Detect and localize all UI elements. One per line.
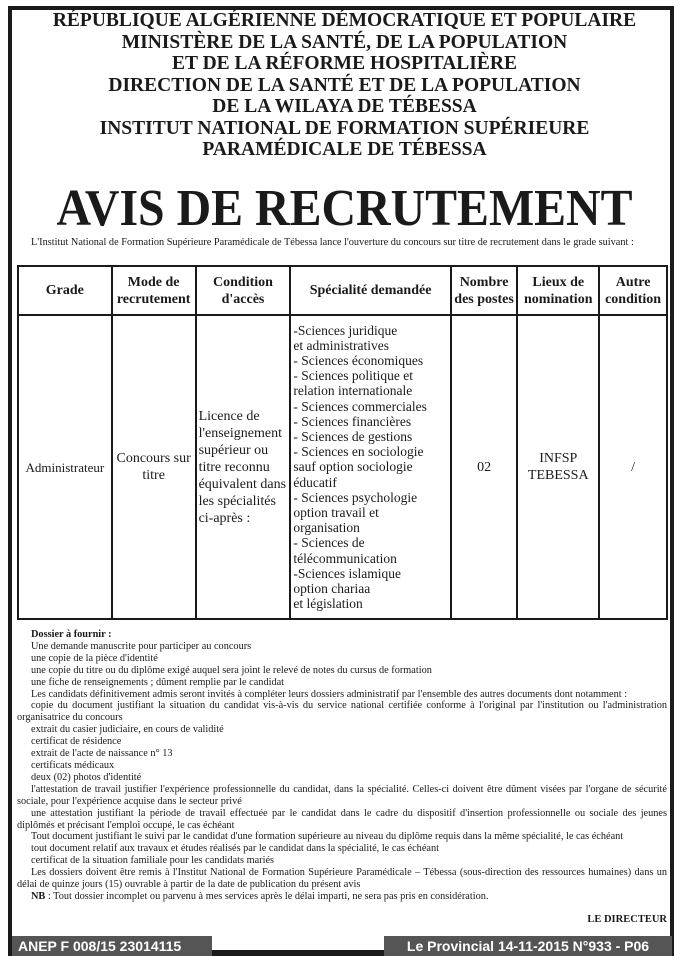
- cell-specialites: [290, 315, 450, 619]
- header-condition: Condition d'accès: [196, 266, 291, 315]
- header-line: PARAMÉDICALE DE TÉBESSA: [202, 139, 487, 160]
- cell-postes: 02: [451, 315, 518, 619]
- header-lieux: Lieux de nomination: [517, 266, 599, 315]
- specialite-line: organisation: [293, 520, 360, 536]
- specialite-line: -Sciences islamique: [293, 565, 401, 581]
- specialite-line: et législation: [293, 596, 363, 612]
- specialite-line: relation internationale: [293, 383, 413, 399]
- header-mode: Mode de recrutement: [112, 266, 196, 315]
- dossier-item: Tout document justifiant le suivi par le candidat d'une formation supérieure au niveau du diplôme requis dans la même spécialité, le cas échéant: [31, 831, 624, 843]
- dossier-item: certificats médicaux: [31, 759, 115, 771]
- dossier-item: une copie du titre ou du diplôme exigé auquel sera joint le relevé de notes du cursus de formation: [31, 664, 432, 676]
- header-line: DE LA WILAYA DE TÉBESSA: [212, 96, 477, 117]
- dossier-item: Une demande manuscrite pour participer au concours: [31, 640, 252, 652]
- footer-publication: Le Provincial 14-11-2015 N°933 - P06: [384, 936, 672, 956]
- header-line: RÉPUBLIQUE ALGÉRIENNE DÉMOCRATIQUE ET POPULAIRE: [52, 10, 637, 31]
- specialite-line: - Sciences en sociologie: [293, 444, 424, 460]
- specialite-line: -Sciences juridique: [293, 322, 398, 338]
- cell-condition: Licence de l'enseignement supérieur ou titre reconnu équivalent dans les spécialités ci-après :: [196, 315, 291, 619]
- header-line: ET DE LA RÉFORME HOSPITALIÈRE: [172, 53, 517, 74]
- specialite-line: - Sciences économiques: [293, 352, 424, 368]
- specialite-line: sauf option sociologie: [293, 459, 413, 475]
- header-autre: Autre condition: [599, 266, 667, 315]
- specialite-line: télécommunication: [293, 550, 397, 566]
- header-line: MINISTÈRE DE LA SANTÉ, DE LA POPULATION: [121, 31, 568, 53]
- header-line: INSTITUT NATIONAL DE FORMATION SUPÉRIEURE: [99, 117, 590, 139]
- dossier-item: une copie de la pièce d'identité: [31, 652, 158, 664]
- specialite-line: option travail et: [293, 505, 379, 520]
- specialite-line: - Sciences financières: [293, 413, 412, 429]
- intro-text: L'Institut National de Formation Supérieure Paramédicale de Tébessa lance l'ouverture du concours sur titre de recrutement dans le grade suivant :: [31, 237, 634, 248]
- recruitment-table: [17, 265, 668, 620]
- cell-grade: Administrateur: [18, 315, 112, 619]
- header-postes: Nombre des postes: [451, 266, 518, 315]
- header-specialite: Spécialité demandée: [290, 266, 450, 315]
- nb-label: NB: [31, 890, 46, 902]
- specialite-line: éducatif: [293, 474, 337, 490]
- dossier-item: une attestation justifiant la période de travail effectuée par le candidat dans le cadre du dispositif d'insertion professionnelle ou sociale des jeunes diplômés et précisant l'emploi occupé, le cas échéant: [17, 807, 667, 831]
- signature: LE DIRECTEUR: [587, 914, 667, 925]
- dossier-item: l'attestation de travail justifier l'expérience professionnelle du candidat, dans la spécialité. Celles-ci doivent être dûment visées par l'organe de sécurité sociale, pour l'expérience acquise dans le secteur privé: [17, 783, 667, 807]
- dossier-item: une fiche de renseignements ; dûment remplie par le candidat: [31, 676, 285, 688]
- dossier-item: Les candidats définitivement admis seront invités à compléter leurs dossiers administratif par l'ensemble des autres documents dont notamment :: [31, 688, 628, 700]
- nb-note: [17, 891, 667, 903]
- dossier-section: [17, 629, 667, 903]
- specialite-line: - Sciences psychologie: [293, 489, 418, 505]
- institution-header: [0, 10, 689, 161]
- page-title: AVIS DE RECRUTEMENT: [56, 180, 633, 237]
- specialite-line: - Sciences de: [293, 535, 365, 551]
- dossier-item: extrait de l'acte de naissance n° 13: [31, 748, 173, 760]
- table-row: [18, 315, 667, 619]
- dossier-item: certificat de résidence: [31, 736, 122, 748]
- header-line: DIRECTION DE LA SANTÉ ET DE LA POPULATION: [108, 74, 581, 96]
- dossier-item: Les dossiers doivent être remis à l'Institut National de Formation Supérieure Paramédicale – Tébessa (sous-direction des ressources humaines) dans un délai de quinze jours (15) ouvrable à partir de la date de publication du présent avis: [17, 867, 667, 891]
- specialite-line: - Sciences de gestions: [293, 428, 413, 444]
- specialite-line: - Sciences commerciales: [293, 398, 427, 414]
- cell-autre: /: [599, 315, 667, 619]
- cell-lieux: INFSP TEBESSA: [517, 315, 599, 619]
- nb-text: : Tout dossier incomplet ou parvenu à mes services après le délai imparti, ne sera pas pris en considération.: [45, 890, 489, 902]
- dossier-item: extrait du casier judiciaire, en cours de validité: [31, 724, 224, 736]
- footer-anep-reference: ANEP F 008/15 23014115: [12, 936, 212, 956]
- header-grade: Grade: [18, 266, 112, 315]
- specialite-line: option chariaa: [293, 581, 371, 597]
- specialite-line: - Sciences politique et: [293, 368, 413, 384]
- dossier-item: copie du document justifiant la situation du candidat vis-à-vis du service national certifiée conforme à l'original par l'institution ou l'administration organisatrice du concours: [17, 700, 667, 724]
- cell-mode: Concours sur titre: [112, 315, 196, 619]
- specialite-line: et administratives: [293, 337, 390, 353]
- dossier-item: tout document relatif aux travaux et études réalisés par le candidat dans la spécialité, le cas échéant: [31, 843, 439, 855]
- dossier-heading: Dossier à fournir :: [31, 629, 112, 640]
- dossier-item: deux (02) photos d'identité: [31, 771, 142, 783]
- dossier-item: certificat de la situation familiale pour les candidats mariés: [31, 855, 275, 867]
